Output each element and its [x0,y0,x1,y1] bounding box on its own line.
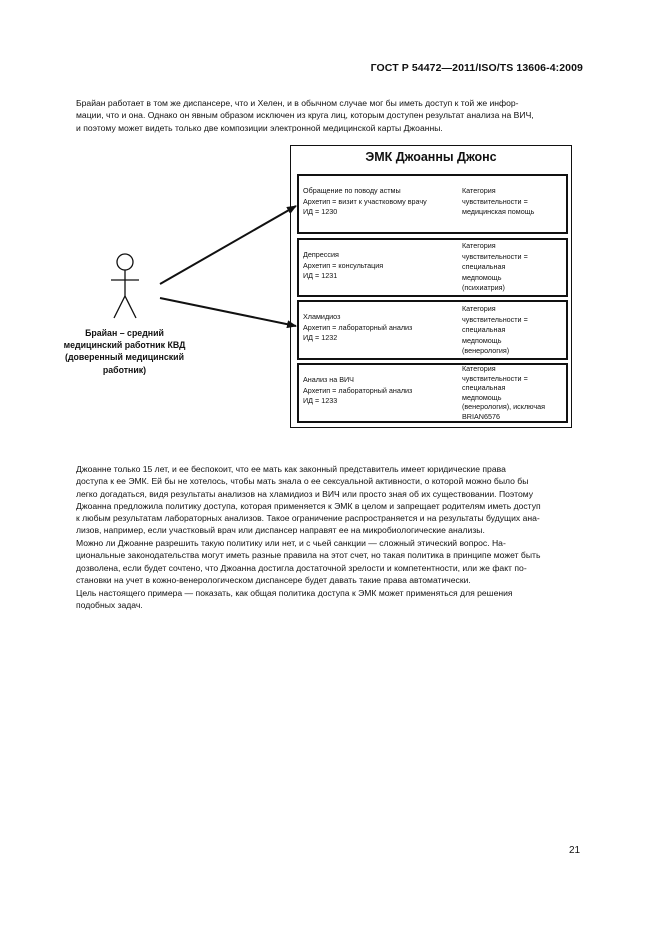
composition-details: Анализ на ВИЧ Архетип = лабораторный анализ ИД = 1233 [303,375,413,406]
access-arrow-1 [160,206,296,284]
composition-box [297,363,568,423]
sensitivity-category: Категория чувствительности = медицинская помощь [462,186,535,217]
body-paragraph [76,537,584,586]
text-line: становки на учет в кожно-венерологическом диспансере будет давать такие права автоматически. [76,574,471,585]
text-line: циональные законодательства могут иметь разные правила на этот счет, но такая политика в принципе может быть [76,550,541,561]
text-line: легко догадаться, видя результаты анализов на хламидиоз и ВИЧ или просто зная об их существовании. Поэтому [76,488,534,499]
composition-details: Хламидиоз Архетип = лабораторный анализ ИД = 1232 [303,312,413,343]
text-line: Можно ли Джоанне разрешить такую политику или нет, и с чьей санкции — сложный этический вопрос. На- [76,538,506,548]
sensitivity-category: Категория чувствительности = специальная медпомощь (психиатрия) [462,241,528,293]
emr-title: ЭМК Джоанны Джонс [365,150,497,164]
composition-box [297,238,568,297]
text-line: Цель настоящего примера — показать, как общая политика доступа к ЭМК может применяться для решения [76,588,513,598]
document-header: ГОСТ Р 54472—2011/ISO/TS 13606-4:2009 [370,62,583,74]
text-line: подобных задач. [76,600,143,611]
text-line: лизов, например, если участковый врач или диспансер направят ее на микробиологические анализы. [76,525,485,536]
sensitivity-category: Категория чувствительности = специальная медпомощь (венерология), исключая BRIAN6576 [462,364,546,421]
sensitivity-category: Категория чувствительности = специальная медпомощь (венерология) [462,304,528,356]
text-line: мации, что и она. Однако он явным образом исключен из круга лиц, которым доступен результат анализа на ВИЧ, [76,110,534,121]
text-line: к любым результатам лабораторных анализов. Такое ограничение распространяется и на результаты будущих ана- [76,513,540,524]
text-line: и поэтому может видеть только две композиции электронной медицинской карты Джоанны. [76,122,443,133]
composition-details: Обращение по поводу астмы Архетип = визит к участковому врачу ИД = 1230 [303,186,427,217]
access-arrow-2 [160,298,296,326]
text-line: Джоанна предложила политику доступа, которая применяется к ЭМК в целом и запрещает родителям иметь доступ [76,500,541,511]
text-line: Брайан работает в том же диспансере, что и Хелен, и в обычном случае мог бы иметь доступ к той же инфор- [76,98,519,108]
page-number: 21 [569,845,581,856]
text-line: Джоанне только 15 лет, и ее беспокоит, что ее мать как законный представитель имеет юридические права [76,464,506,474]
body-paragraph [76,463,584,537]
composition-box [297,300,568,360]
composition-box [297,174,568,234]
text-line: дозволена, если будет сочтено, что Джоанна достигла достаточной зрелости и компетентности, или же факт по- [76,562,527,573]
actor-label: Брайан – средний медицинский работник КВД (доверенный медицинский работник) [63,328,186,375]
body-paragraph [76,587,584,612]
composition-details: Депрессия Архетип = консультация ИД = 1231 [303,250,384,281]
text-line: доступа к ее ЭМК. Ей бы не хотелось, чтобы мать знала о ее сексуальной активности, о которой можно было бы [76,476,529,487]
actor-figure-icon [111,254,139,318]
